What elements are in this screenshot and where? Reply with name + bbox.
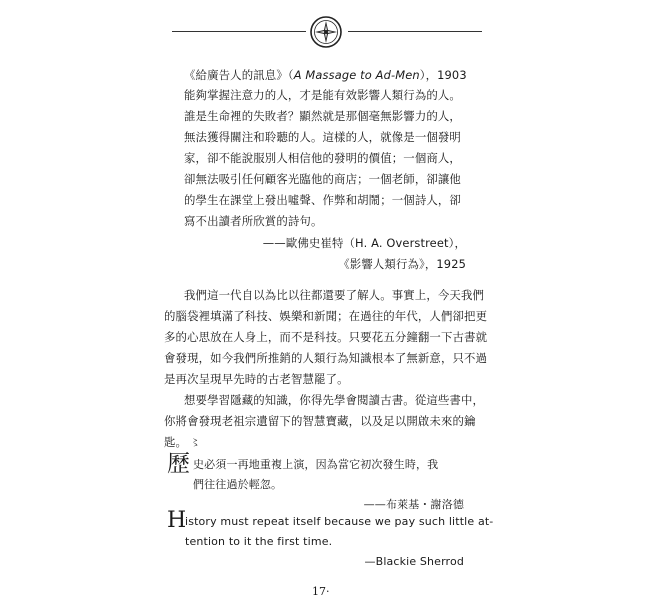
body-para1-line: 會發現，如今我們所推銷的人類行為知識根本了無新意，只不過: [164, 351, 488, 365]
page-number: 17·: [312, 585, 330, 598]
ornament-mark-icon: 〻: [190, 438, 201, 449]
body-para1-line: 我們這一代自以為比以往都還要了解人。事實上，今天我們: [184, 288, 485, 302]
quote2-en-dropcap: H: [167, 508, 187, 533]
quote1-line: 能夠掌握注意力的人，才是能有效影響人類行為的人。: [184, 88, 461, 102]
quote1-source-title: A Massage to Ad-Men: [293, 68, 420, 82]
quote2-en-line: tention to it the first time.: [185, 535, 333, 548]
body-para1-line: 的腦袋裡填滿了科技、娛樂和新聞；在過往的年代，人們卻把更: [164, 309, 488, 323]
quote1-source-line: 《給廣告人的訊息》（A Massage to Ad-Men），1903: [184, 68, 467, 82]
quote1-attribution-name: ——歐佛史崔特（H. A. Overstreet），: [262, 236, 466, 250]
body-para2-line: 你將會發現老祖宗遺留下的智慧寶藏，以及足以開啟未來的鑰: [164, 414, 476, 428]
quote2-en-line: istory must repeat itself because we pay such little at-: [185, 515, 494, 528]
body-para1-line: 是再次呈現早先時的古老智慧罷了。: [164, 372, 349, 386]
quote1-line: 誰是生命裡的失敗者？顯然就是那個毫無影響力的人，: [184, 109, 461, 123]
body-para1-line: 多的心思放在人身上，而不是科技。只要花五分鐘翻一下古書就: [164, 330, 488, 344]
quote1-line: 家，卻不能說服別人相信他的發明的價值；一個商人，: [184, 151, 461, 165]
quote1-attribution-work: 《影響人類行為》，1925: [338, 257, 466, 271]
quote2-zh-dropcap: 歷: [167, 451, 190, 477]
quote2-en-attribution: —Blackie Sherrod: [364, 555, 464, 568]
quote2-zh-line: 史必須一再地重複上演，因為當它初次發生時，我: [193, 458, 439, 471]
body-para2-line: 想要學習隱藏的知識，你得先學會閱讀古書。從這些書中，: [184, 393, 485, 407]
quote2-zh-attribution: ——布萊基・謝洛德: [363, 498, 464, 511]
quote1-line: 寫不出讀者所欣賞的詩句。: [184, 214, 323, 228]
quote1-line: 卻無法吸引任何顧客光臨他的商店；一個老師，卻讓他: [184, 172, 461, 186]
compass-rose-icon: [309, 15, 343, 49]
quote2-zh-line: 們往往過於輕忽。: [193, 478, 283, 491]
header-rule-right: [348, 31, 482, 32]
header-rule-left: [172, 31, 306, 32]
quote1-line: 無法獲得關注和聆聽的人。這樣的人，就像是一個發明: [184, 130, 461, 144]
body-para2-line: 匙。 〻: [164, 435, 201, 449]
quote1-line: 的學生在課堂上發出噓聲、作弊和胡鬧；一個詩人，卻: [184, 193, 461, 207]
